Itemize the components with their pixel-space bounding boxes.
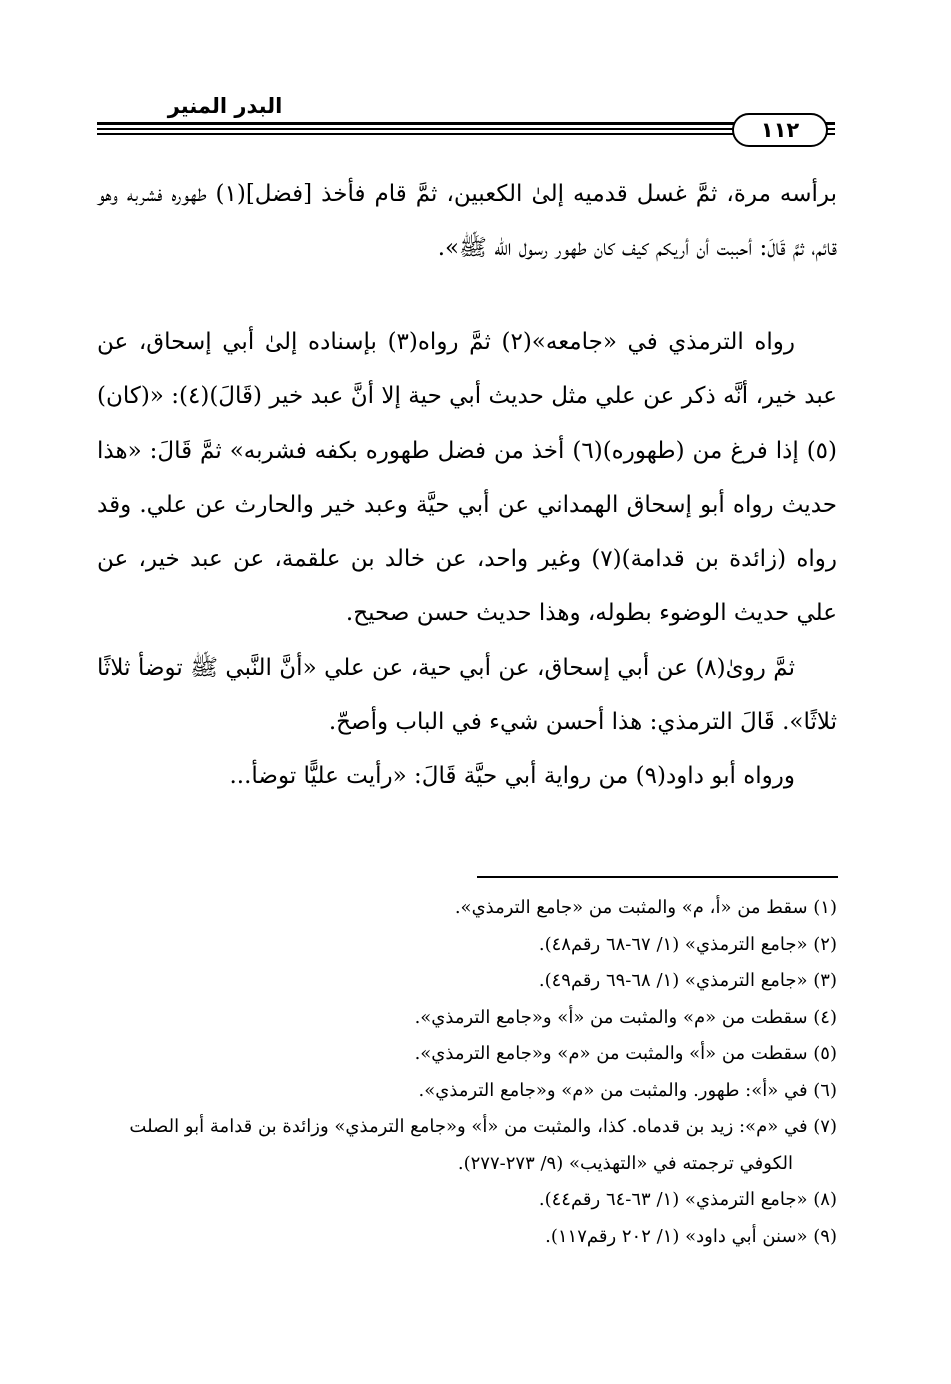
header-rule-bottom xyxy=(97,133,835,135)
footnote: (٢) «جامع الترمذي» (١/ ٦٧-٦٨ رقم٤٨). xyxy=(538,933,837,955)
header-rule-top xyxy=(97,122,835,125)
paragraph: رواه الترمذي في «جامعه»(٢) ثمَّ رواه(٣) بإسناده إلىٰ أبي إسحاق، عن عبد خير، أنَّه ذكر عن علي مثل حديث أبي حية إلا أنَّ عبد خير (قَالَ)(٤): «(كان)(٥) إذا فرغ من (طهوره)(٦) أخذ من فضل طهوره بكفه فشربه» ثمَّ قَالَ: «هذا حديث رواه أبو إسحاق الهمداني عن أبي حيَّة وعبد خير والحارث عن علي. وقد رواه (زائدة بن قدامة)(٧) وغير واحد، عن خالد بن علقمة، عن عبد خير، عن علي حديث الوضوء بطوله، وهذا حديث حسن صحيح. xyxy=(97,329,838,627)
main-text-continued xyxy=(97,315,837,804)
footnote-separator xyxy=(477,876,838,878)
footnotes xyxy=(97,890,837,1255)
footnote: (٤) سقطت من «م» والمثبت من «أ» و«جامع الترمذي». xyxy=(414,1006,837,1028)
footnote: (٨) «جامع الترمذي» (١/ ٦٣-٦٤ رقم٤٤). xyxy=(538,1189,837,1210)
paragraph: برأسه مرة، ثمَّ غسل قدميه إلىٰ الكعبين، ثمَّ قام فأخذ [فضل](١) طهوره فشربه وهو قائم، ثمَّ قَالَ: أحببت أن أريكم كيف كان طهور رسول الله ﷺ». xyxy=(97,181,837,261)
footnote: (٥) سقطت من «أ» والمثبت من «م» و«جامع الترمذي». xyxy=(414,1043,837,1064)
main-text xyxy=(97,168,837,275)
running-header-title: البدر المنير xyxy=(167,94,283,118)
footnote: (١) سقط من «أ، م» والمثبت من «جامع الترمذي». xyxy=(454,897,837,918)
footnote: (٦) في «أ»: طهور. والمثبت من «م» و«جامع الترمذي». xyxy=(418,1079,837,1101)
footnote: (٣) «جامع الترمذي» (١/ ٦٨-٦٩ رقم٤٩). xyxy=(538,970,837,991)
paragraph: ورواه أبو داود(٩) من رواية أبي حيَّة قَالَ: «رأيت عليًّا توضأ... xyxy=(229,763,795,790)
footnote: (٩) «سنن أبي داود» (١/ ٢٠٢ رقم١١٧). xyxy=(545,1225,837,1247)
footnote: (٧) في «م»: زيد بن قدماه. كذا، والمثبت من «أ» و«جامع الترمذي» وزائدة بن قدامة أبو الصلت الكوفي ترجمته في «التهذيب» (٩/ ٢٧٣-٢٧٧). xyxy=(129,1116,837,1174)
page-number: ١١٢ xyxy=(732,113,828,147)
header-rule-middle xyxy=(97,128,835,130)
paragraph: ثمَّ روىٰ(٨) عن أبي إسحاق، عن أبي حية، عن علي «أنَّ النَّبي ﷺ توضأ ثلاثًا ثلاثًا». قَالَ الترمذي: هذا أحسن شيء في الباب وأصحّ. xyxy=(97,654,837,736)
